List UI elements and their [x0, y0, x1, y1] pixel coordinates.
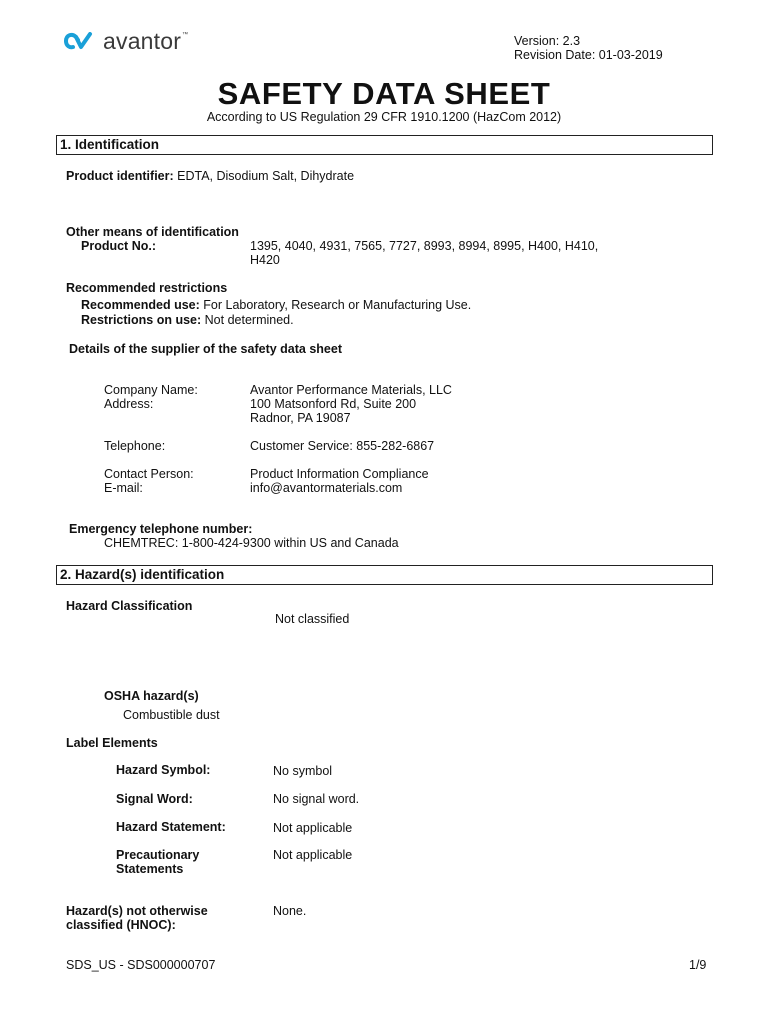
hnoc-label-line2: classified (HNOC):: [66, 918, 176, 932]
signal-word-label: Signal Word:: [116, 792, 193, 806]
email-value: info@avantormaterials.com: [250, 481, 403, 495]
osha-hazards-value: Combustible dust: [123, 708, 220, 722]
hazard-symbol-value: No symbol: [273, 764, 333, 778]
telephone-value: Customer Service: 855-282-6867: [250, 439, 435, 453]
product-no-value-line2: H420: [250, 253, 280, 267]
product-no-label: Product No.:: [81, 239, 156, 253]
signal-word-value: No signal word.: [273, 792, 360, 806]
recommended-use-label: Recommended use:: [81, 298, 200, 312]
supplier-details-heading: Details of the supplier of the safety data sheet: [69, 342, 342, 356]
hnoc-value: None.: [273, 904, 307, 918]
hazard-symbol-label: Hazard Symbol:: [116, 763, 211, 777]
section-2-heading: 2. Hazard(s) identification: [56, 565, 713, 585]
precautionary-label-line2: Statements: [116, 862, 184, 876]
product-identifier: [66, 169, 354, 184]
address-line1: 100 Matsonford Rd, Suite 200: [250, 397, 417, 411]
address-line2: Radnor, PA 19087: [250, 411, 351, 425]
revision-date-text: Revision Date: 01-03-2019: [514, 48, 663, 62]
email-label: E-mail:: [104, 481, 143, 495]
hazard-statement-label: Hazard Statement:: [116, 820, 226, 834]
footer-doc-id: SDS_US - SDS000000707: [66, 958, 216, 972]
version-text: Version: 2.3: [514, 34, 581, 48]
other-means-heading: Other means of identification: [66, 225, 239, 239]
hazard-statement-value: Not applicable: [273, 821, 353, 835]
hazard-classification-value: Not classified: [275, 612, 350, 626]
page-title: SAFETY DATA SHEET: [217, 76, 551, 111]
company-name-value: Avantor Performance Materials, LLC: [250, 383, 452, 397]
avantor-logo: [64, 30, 188, 52]
page-subtitle: According to US Regulation 29 CFR 1910.1200 (HazCom 2012): [206, 110, 562, 124]
label-elements-heading: Label Elements: [66, 736, 158, 750]
emergency-telephone-value: CHEMTREC: 1-800-424-9300 within US and Canada: [104, 536, 399, 550]
recommended-restrictions-heading: Recommended restrictions: [66, 281, 228, 295]
restrictions-label: Restrictions on use:: [81, 313, 202, 327]
hnoc-label-line1: Hazard(s) not otherwise: [66, 904, 208, 918]
telephone-label: Telephone:: [104, 439, 166, 453]
hazard-classification-label: Hazard Classification: [66, 599, 193, 613]
recommended-use-value: For Laboratory, Research or Manufacturing Use.: [203, 298, 472, 312]
logo-wordmark: avantor™: [103, 28, 189, 54]
osha-hazards-label: OSHA hazard(s): [104, 689, 199, 703]
recommended-use: [81, 298, 471, 313]
company-name-label: Company Name:: [104, 383, 198, 397]
restrictions-on-use: [81, 313, 294, 328]
contact-person-value: Product Information Compliance: [250, 467, 429, 481]
avantor-logo-icon: [64, 32, 98, 50]
product-no-value-line1: 1395, 4040, 4931, 7565, 7727, 8993, 8994, 8995, H400, H410,: [250, 239, 599, 253]
precautionary-value: Not applicable: [273, 848, 353, 862]
footer-page-number: 1/9: [689, 958, 707, 972]
precautionary-label-line1: Precautionary: [116, 848, 200, 862]
address-label: Address:: [104, 397, 154, 411]
section-1-heading: 1. Identification: [56, 135, 713, 155]
emergency-telephone-label: Emergency telephone number:: [69, 522, 253, 536]
contact-person-label: Contact Person:: [104, 467, 194, 481]
restrictions-value: Not determined.: [204, 313, 294, 327]
product-identifier-value: EDTA, Disodium Salt, Dihydrate: [177, 169, 355, 183]
product-identifier-label: Product identifier:: [66, 169, 174, 183]
